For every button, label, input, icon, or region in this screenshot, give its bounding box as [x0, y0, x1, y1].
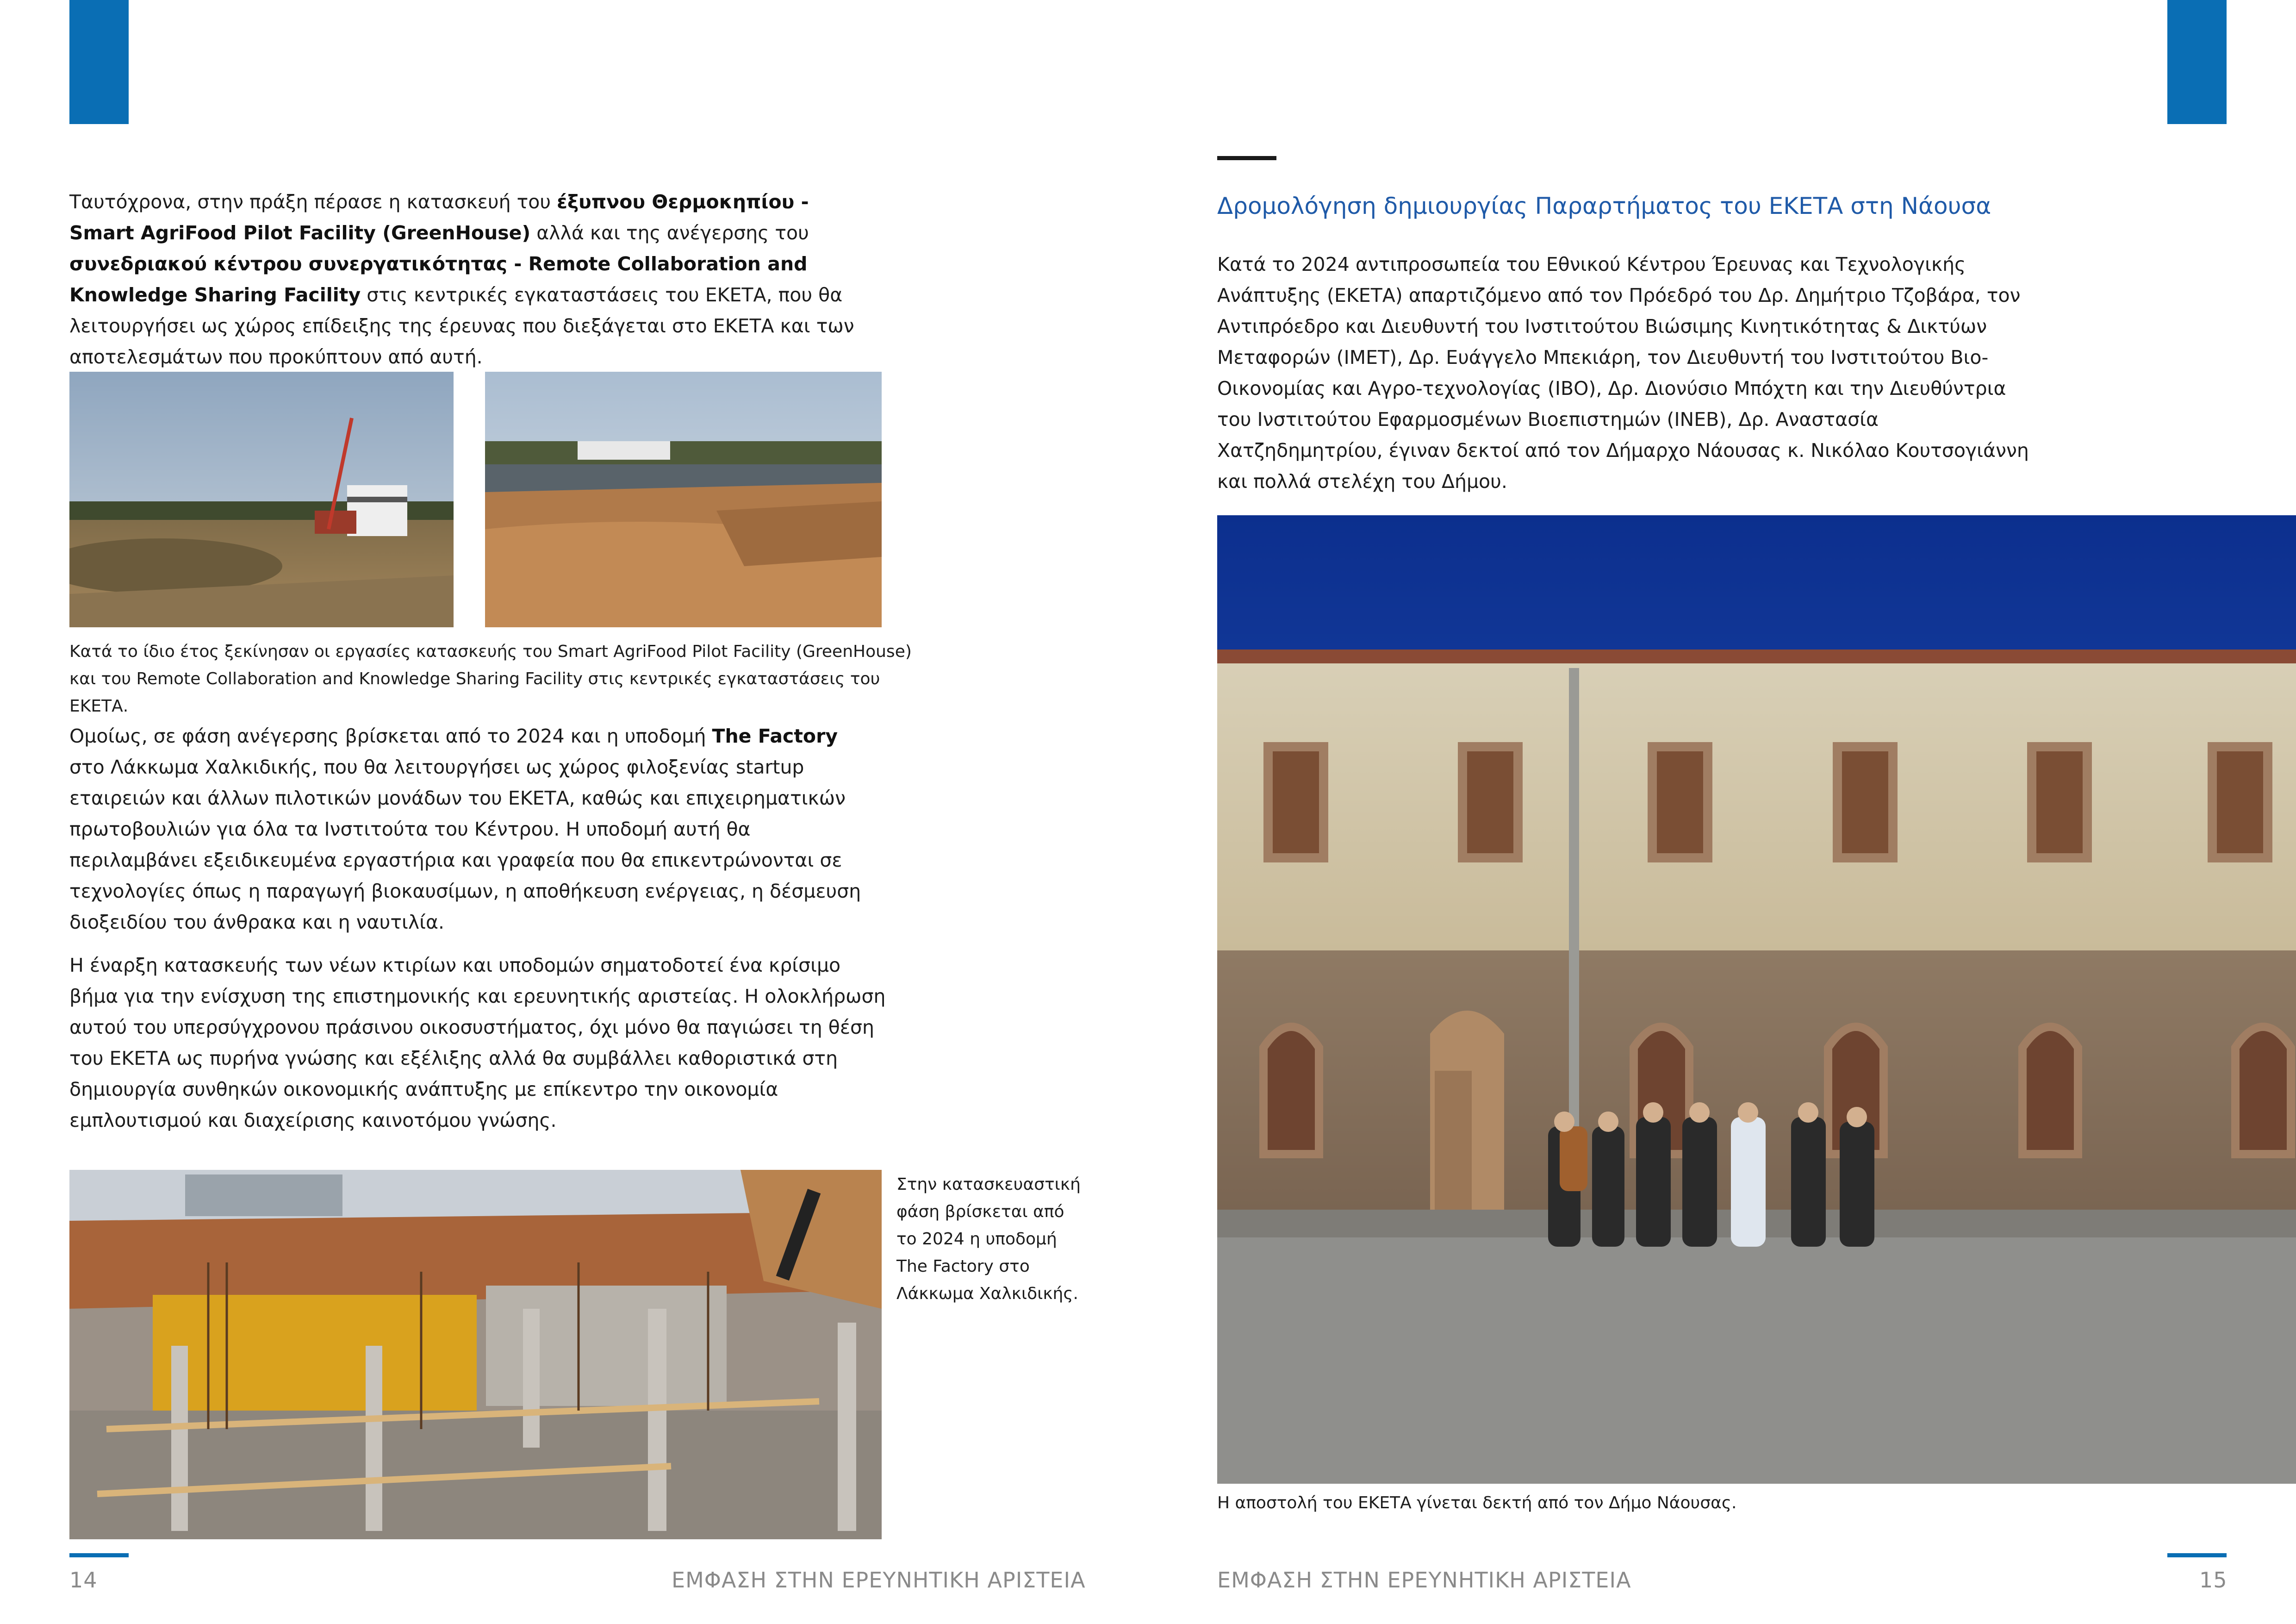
right-footer-rule [2167, 1553, 2227, 1557]
factory-caption: Στην κατασκευαστική φάση βρίσκεται από το 2024 η υποδομή The Factory στο Λάκκωμα Χαλκιδικής. [896, 1175, 1081, 1303]
factory-paragraph: Ομοίως, σε φάση ανέγερσης βρίσκεται από το 2024 και η υποδομή The Factory στο Λάκκωμα Χαλκιδικής, που θα λειτουργήσει ως χώρος φιλοξενίας startup εταιρειών και άλλων πιλοτικών μονάδων του ΕΚΕΤΑ, καθώς και επιχειρηματικών πρωτοβουλιών για όλα τα Ινστιτούτα του Κέντρου. Η υποδομή αυτή θα περιλαμβάνει εξειδικευμένα εργαστήρια και γραφεία που θα επικεντρώνονται σε τεχνολογίες όπως η παραγωγή βιοκαυσίμων, η αποθήκευση ενέργειας, η δέσμευση διοξειδίου του άνθρακα και η ναυτιλία. [69, 725, 861, 933]
photos-caption: Κατά το ίδιο έτος ξεκίνησαν οι εργασίες κατασκευής του Smart AgriFood Pilot Facility (GreenHouse) και του Remote Collaboration and Knowledge Sharing Facility στις κεντρικές εγκαταστάσεις του ΕΚΕΤΑ. [69, 642, 912, 716]
section-heading: Δρομολόγηση δημιουργίας Παραρτήματος του ΕΚΕΤΑ στη Νάουσα [1217, 193, 1991, 219]
naousa-paragraph: Κατά το 2024 αντιπροσωπεία του Εθνικού Κέντρου Έρευνας και Τεχνολογικής Ανάπτυξης (ΕΚΕΤΑ) απαρτιζόμενο από τον Πρόεδρό του Δρ. Δημήτριο Τζοβάρα, τον Αντιπρόεδρο και Διευθυντή του Ινστιτούτου Βιώσιμης Κινητικότητας & Δικτύων Μεταφορών (ΙΜΕΤ), Δρ. Ευάγγελο Μπεκιάρη, τον Διευθυντή του Ινστιτούτου Βιο-Οικονομίας και Αγρο-τεχνολογίας (ΙΒΟ), Δρ. Διονύσιο Μπόχτη και την Διευθύντρια του Ινστιτούτου Εφαρμοσμένων Βιοεπιστημών (ΙΝΕΒ), Δρ. Αναστασία Χατζηδημητρίου, έγιναν δεκτοί από τον Δήμαρχο Νάουσας κ. Νικόλαο Κουτσογιάννη και πολλά στελέχη του Δήμου. [1217, 253, 2029, 493]
photo-factory-construction [69, 1170, 882, 1539]
page-number-left: 14 [69, 1568, 98, 1593]
photo-greenhouse-site [69, 372, 454, 627]
footer-title-right: ΕΜΦΑΣΗ ΣΤΗΝ ΕΡΕΥΝΗΤΙΚΗ ΑΡΙΣΤΕΙΑ [1217, 1568, 1631, 1593]
photo-collaboration-site [485, 372, 882, 627]
right-accent-tab [2167, 0, 2227, 124]
footer-title-left: ΕΜΦΑΣΗ ΣΤΗΝ ΕΡΕΥΝΗΤΙΚΗ ΑΡΙΣΤΕΙΑ [672, 1568, 1086, 1593]
significance-paragraph: Η έναρξη κατασκευής των νέων κτιρίων και υποδομών σηματοδοτεί ένα κρίσιμο βήμα για την ενίσχυση της επιστημονικής και ερευνητικής αριστείας. Η ολοκλήρωση αυτού του υπερσύγχρονου πράσινου οικοσυστήματος, όχι μόνο θα παγιώσει τη θέση του ΕΚΕΤΑ ως πυρήνα γνώσης και εξέλιξης αλλά θα συμβάλλει καθοριστικά στη δημιουργία συνθηκών οικονομικής ανάπτυξης με επίκεντρο την οικονομία εμπλουτισμού και διαχείρισης καινοτόμου γνώσης. [69, 954, 886, 1131]
left-accent-tab [69, 0, 129, 124]
page-number-right: 15 [2199, 1568, 2228, 1593]
photo-naousa-building [1217, 515, 2296, 1484]
heading-rule [1217, 156, 1276, 160]
intro-paragraph: Ταυτόχρονα, στην πράξη πέρασε η κατασκευή του έξυπνου Θερμοκηπίου - Smart AgriFood Pilot Facility (GreenHouse) αλλά και της ανέγερσης του συνεδριακού κέντρου συνεργατικότητας - Remote Collaboration and Knowledge Sharing Facility στις κεντρικές εγκαταστάσεις του ΕΚΕΤΑ, που θα λειτουργήσει ως χώρος επίδειξης της έρευνας που διεξάγεται στο ΕΚΕΤΑ και των αποτελεσμάτων που προκύπτουν από αυτή. [69, 191, 854, 368]
naousa-caption: Η αποστολή του ΕΚΕΤΑ γίνεται δεκτή από τον Δήμο Νάουσας. [1217, 1493, 1737, 1512]
left-footer-rule [69, 1553, 129, 1557]
